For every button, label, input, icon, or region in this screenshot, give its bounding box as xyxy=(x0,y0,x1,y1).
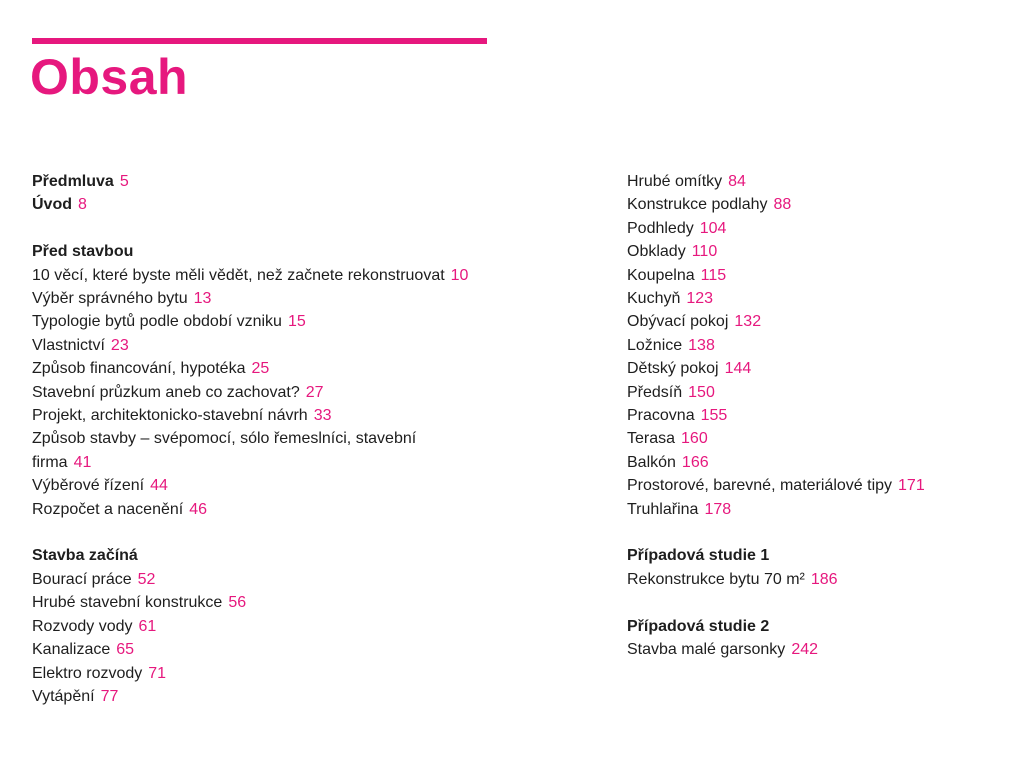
toc-entry xyxy=(32,474,472,497)
toc-entry-title: Terasa xyxy=(627,430,676,448)
toc-entry-title: Konstrukce podlahy xyxy=(627,196,768,214)
toc-entry xyxy=(627,474,1007,497)
toc-entry-title: Případová studie 1 xyxy=(627,547,770,565)
toc-entry xyxy=(627,170,1007,193)
toc-page-number: 5 xyxy=(119,173,129,190)
toc-entry-title: Předsíň xyxy=(627,383,683,401)
toc-entry-title: Obývací pokoj xyxy=(627,313,729,331)
toc-page-number: 13 xyxy=(193,290,212,308)
toc-page-number: 15 xyxy=(287,313,306,331)
toc-page-number: 171 xyxy=(898,477,925,495)
toc-page-number: 178 xyxy=(704,500,732,518)
toc-entry xyxy=(627,193,1007,216)
toc-entry-title: Bourací práce xyxy=(32,570,132,588)
toc-entry xyxy=(32,685,472,708)
toc-page-number: 155 xyxy=(700,407,728,425)
toc-page-number: 132 xyxy=(734,313,762,331)
toc-page-number: 110 xyxy=(691,243,718,261)
toc-page-number: 33 xyxy=(313,407,332,425)
toc-entry-title: Způsob stavby – svépomocí, sólo řemeslníci, stavební firma xyxy=(32,430,417,471)
toc-entry xyxy=(32,404,472,427)
toc-entry-title: Před stavbou xyxy=(32,243,134,261)
toc-entry-title: Prostorové, barevné, materiálové tipy xyxy=(627,477,893,495)
toc-entry xyxy=(627,310,1007,333)
toc-entry-title: Balkón xyxy=(627,453,676,471)
toc-entry xyxy=(32,427,472,474)
toc-entry-title: Stavba začíná xyxy=(32,547,138,565)
toc-page-number: 186 xyxy=(810,570,838,588)
toc-entry xyxy=(32,615,472,638)
toc-page-number: 46 xyxy=(189,500,208,518)
toc-entry-title: Rozpočet a nacenění xyxy=(32,500,184,518)
toc-entry-title: Předmluva xyxy=(32,173,114,190)
toc-entry-title: Stavba malé garsonky xyxy=(627,641,786,659)
toc-page-number: 23 xyxy=(110,336,129,354)
toc-page-number: 144 xyxy=(724,360,752,378)
toc-entry-title: Podhledy xyxy=(627,219,694,237)
toc-entry xyxy=(32,357,472,380)
toc-entry-title: Vlastnictví xyxy=(32,336,105,354)
toc-section-heading xyxy=(627,615,1007,638)
toc-entry xyxy=(627,498,1007,521)
toc-page-number: 166 xyxy=(681,453,709,471)
toc-page-number: 88 xyxy=(773,196,792,214)
toc-column-left xyxy=(32,170,472,708)
toc-section-heading xyxy=(627,544,1007,567)
toc-entry xyxy=(627,217,1007,240)
toc-entry xyxy=(627,451,1007,474)
toc-page-number: 84 xyxy=(728,173,746,190)
toc-page-number: 115 xyxy=(700,266,727,284)
toc-entry-title: Vytápění xyxy=(32,687,95,705)
toc-page-number: 138 xyxy=(688,336,715,354)
toc-entry xyxy=(32,193,472,216)
toc-entry-title: Kanalizace xyxy=(32,641,111,659)
toc-entry-title: Dětský pokoj xyxy=(627,360,719,378)
toc-entry-title: 10 věcí, které byste měli vědět, než začnete rekonstruovat xyxy=(32,266,445,284)
toc-column-right xyxy=(627,170,1007,662)
toc-entry xyxy=(32,334,472,357)
toc-entry xyxy=(32,498,472,521)
toc-entry xyxy=(32,310,472,333)
toc-entry-title: Hrubé omítky xyxy=(627,173,723,190)
toc-entry xyxy=(32,591,472,614)
toc-entry xyxy=(32,170,472,193)
toc-page-number: 56 xyxy=(228,594,247,612)
toc-entry-title: Koupelna xyxy=(627,266,695,284)
toc-entry-title: Úvod xyxy=(32,196,72,214)
toc-page-number: 77 xyxy=(100,687,119,705)
toc-entry-title: Truhlařina xyxy=(627,500,699,518)
toc-entry xyxy=(627,568,1007,591)
toc-page-number: 104 xyxy=(699,219,727,237)
toc-entry xyxy=(32,264,472,287)
toc-entry xyxy=(32,287,472,310)
toc-section-heading xyxy=(32,240,472,263)
toc-entry xyxy=(627,334,1007,357)
toc-entry-title: Rekonstrukce bytu 70 m² xyxy=(627,570,805,588)
toc-entry-title: Případová studie 2 xyxy=(627,617,770,635)
toc-entry-title: Výběr správného bytu xyxy=(32,290,188,308)
toc-page-number: 242 xyxy=(791,641,819,659)
toc-entry-title: Obklady xyxy=(627,243,686,261)
toc-entry xyxy=(627,357,1007,380)
toc-page-number: 160 xyxy=(681,430,708,448)
toc-entry xyxy=(627,264,1007,287)
toc-entry-title: Typologie bytů podle období vzniku xyxy=(32,313,282,331)
toc-page-number: 52 xyxy=(137,570,156,588)
toc-entry xyxy=(627,404,1007,427)
toc-page-number: 65 xyxy=(116,641,135,659)
toc-entry-title: Rozvody vody xyxy=(32,617,133,635)
toc-entry-title: Projekt, architektonicko-stavební návrh xyxy=(32,407,308,425)
toc-entry xyxy=(627,427,1007,450)
toc-entry-title: Elektro rozvody xyxy=(32,664,143,682)
toc-entry xyxy=(627,287,1007,310)
toc-page-number: 27 xyxy=(305,383,324,401)
toc-page-number: 71 xyxy=(148,664,167,682)
toc-entry xyxy=(627,381,1007,404)
toc-entry-title: Ložnice xyxy=(627,336,683,354)
toc-page-number: 44 xyxy=(150,477,168,495)
toc-entry-title: Způsob financování, hypotéka xyxy=(32,360,246,378)
toc-entry-title: Kuchyň xyxy=(627,290,681,308)
toc-entry xyxy=(32,381,472,404)
toc-page-number: 123 xyxy=(686,290,714,308)
toc-page-number: 61 xyxy=(138,617,157,635)
toc-entry xyxy=(627,638,1007,661)
toc-page-number: 8 xyxy=(78,196,87,214)
toc-page-number: 150 xyxy=(688,383,715,401)
toc-entry xyxy=(627,240,1007,263)
toc-section-heading xyxy=(32,544,472,567)
title-accent-bar xyxy=(32,38,487,44)
toc-entry-title: Pracovna xyxy=(627,407,695,425)
toc-entry xyxy=(32,568,472,591)
toc-entry xyxy=(32,638,472,661)
toc-entry-title: Výběrové řízení xyxy=(32,477,145,495)
toc-page-number: 25 xyxy=(251,360,270,378)
page-title: Obsah xyxy=(30,49,189,105)
toc-entry-title: Stavební průzkum aneb co zachovat? xyxy=(32,383,300,401)
toc-entry-title: Hrubé stavební konstrukce xyxy=(32,594,223,612)
toc-page-number: 10 xyxy=(450,266,469,284)
toc-entry xyxy=(32,662,472,685)
toc-page-number: 41 xyxy=(73,453,92,471)
